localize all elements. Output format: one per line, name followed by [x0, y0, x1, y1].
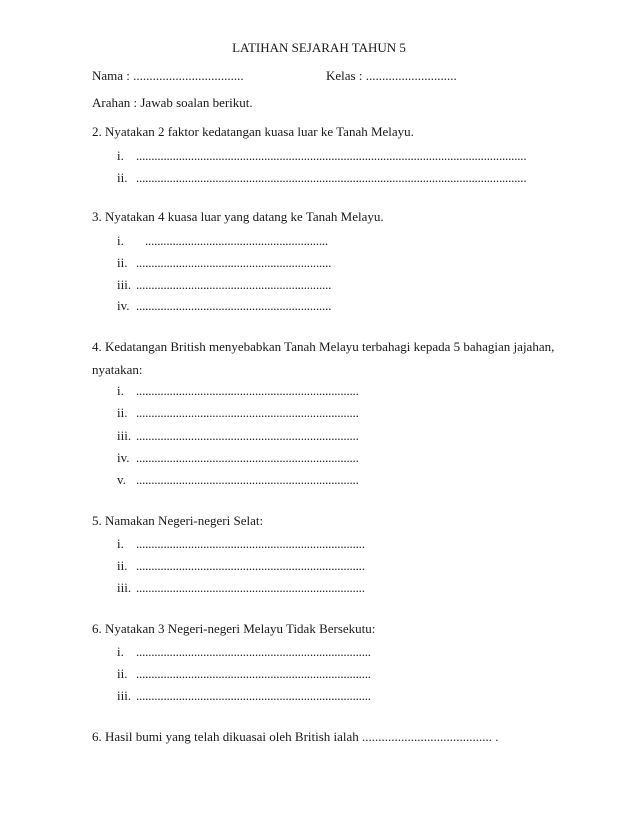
item-number: i. [117, 644, 124, 659]
answer-line[interactable]: ................................................................................................................................ [136, 148, 527, 163]
item-number: iii. [117, 277, 132, 292]
item-number: v. [117, 472, 126, 487]
answer-line[interactable]: ................................................................ [136, 277, 332, 292]
item-number: ii. [117, 170, 128, 185]
answer-line[interactable]: ......................................................................... [136, 383, 359, 398]
item-number: i. [117, 536, 124, 551]
item-number: i. [117, 233, 124, 248]
question-5-text: 5. Namakan Negeri-negeri Selat: [92, 513, 264, 528]
answer-line[interactable]: ............................................................................. [136, 688, 371, 703]
item-number: ii. [117, 666, 128, 681]
answer-line[interactable]: ......................................................................... [136, 472, 359, 487]
item-number: i. [117, 383, 124, 398]
answer-line[interactable]: ........................................................................... [136, 536, 365, 551]
item-number: i. [117, 148, 124, 163]
question-3-text: 3. Nyatakan 4 kuasa luar yang datang ke Tanah Melayu. [92, 209, 384, 224]
answer-line[interactable]: ............................................................................. [136, 666, 371, 681]
item-number: ii. [117, 405, 128, 420]
question-2-text: 2. Nyatakan 2 faktor kedatangan kuasa luar ke Tanah Melayu. [92, 124, 414, 139]
class-field[interactable]: Kelas : ............................ [326, 68, 457, 83]
answer-line[interactable]: ................................................................................................................................ [136, 170, 527, 185]
page-title: LATIHAN SEJARAH TAHUN 5 [232, 40, 406, 55]
item-number: iii. [117, 688, 132, 703]
item-number: iv. [117, 450, 130, 465]
answer-line[interactable]: ................................................................ [136, 298, 332, 313]
answer-line[interactable]: ......................................................................... [136, 450, 359, 465]
instruction-text: Arahan : Jawab soalan berikut. [92, 95, 253, 110]
item-number: ii. [117, 558, 128, 573]
question-4-text-cont: nyatakan: [92, 362, 143, 377]
answer-line[interactable]: ......................................................................... [136, 428, 359, 443]
question-6-text: 6. Nyatakan 3 Negeri-negeri Melayu Tidak Bersekutu: [92, 621, 376, 636]
answer-line[interactable]: ............................................................................. [136, 644, 371, 659]
item-number: iii. [117, 428, 132, 443]
answer-line[interactable]: ........................................................................... [136, 580, 365, 595]
item-number: iv. [117, 298, 130, 313]
name-field[interactable]: Nama : .................................. [92, 68, 244, 83]
answer-line[interactable]: ......................................................................... [136, 405, 359, 420]
item-number: ii. [117, 255, 128, 270]
answer-line[interactable]: ............................................................ [145, 233, 329, 248]
answer-line[interactable]: ........................................................................... [136, 558, 365, 573]
question-4-text: 4. Kedatangan British menyebabkan Tanah Melayu terbahagi kepada 5 bahagian jajahan, [92, 339, 555, 354]
item-number: iii. [117, 580, 132, 595]
question-7-text[interactable]: 6. Hasil bumi yang telah dikuasai oleh British ialah ........................................ . [92, 729, 499, 744]
answer-line[interactable]: ................................................................ [136, 255, 332, 270]
